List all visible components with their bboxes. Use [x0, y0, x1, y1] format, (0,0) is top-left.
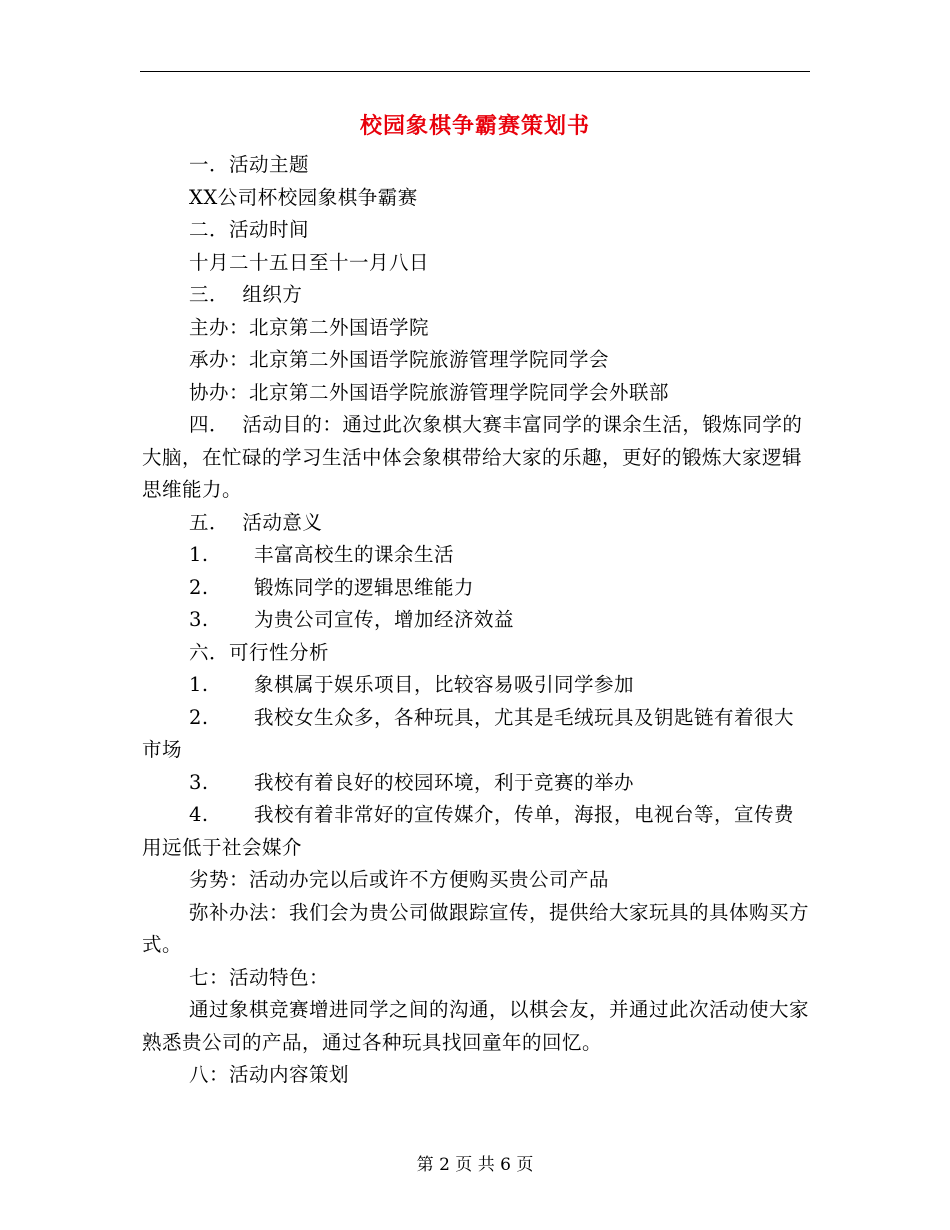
list-item [142, 799, 810, 864]
list-item-number: 3. [189, 770, 209, 794]
section-1-text: XX公司杯校园象棋争霸赛 [189, 185, 418, 209]
section-3-heading: 三． 组织方 [189, 283, 303, 306]
section-3-host: 主办：北京第二外国语学院 [189, 315, 430, 339]
section-2-text: 十月二十五日至十一月八日 [189, 250, 430, 274]
section-7-heading: 七：活动特色： [189, 965, 330, 989]
list-item-number: 1. [189, 543, 209, 566]
section-3-assist: 协办：北京第二外国语学院旅游管理学院同学会外联部 [189, 380, 670, 404]
list-item-text: 锻炼同学的逻辑思维能力 [254, 575, 475, 599]
list-item-number: 3. [189, 608, 209, 631]
section-8-heading: 八：活动内容策划 [189, 1063, 350, 1086]
section-1-heading: 一．活动主题 [189, 153, 310, 176]
list-item-number: 2. [189, 575, 209, 599]
list-item-text: 我校有着良好的校园环境，利于竞赛的举办 [254, 770, 635, 794]
page-number-footer: 第 2 页 共 6 页 [416, 1155, 534, 1175]
list-item-text: 我校女生众多，各种玩具，尤其是毛绒玩具及钥匙链有着很大市场 [142, 705, 795, 761]
header-rule [140, 71, 810, 72]
list-item [142, 767, 810, 800]
list-item [142, 572, 810, 605]
list-item-text: 我校有着非常好的宣传媒介，传单，海报，电视台等，宣传费用远低于社会媒介 [142, 803, 795, 859]
section-4-text: 四． 活动目的：通过此次象棋大赛丰富同学的课余生活，锻炼同学的大脑，在忙碌的学习生活中体会象棋带给大家的乐趣，更好的锻炼大家逻辑思维能力。 [142, 413, 803, 501]
list-item [142, 669, 810, 702]
section-7-text: 通过象棋竞赛增进同学之间的沟通，以棋会友，并通过此次活动使大家熟悉贵公司的产品，通过各种玩具找回童年的回忆。 [142, 998, 810, 1054]
list-item-number: 2. [189, 705, 209, 729]
list-item-number: 1. [189, 673, 209, 696]
list-item-text: 为贵公司宣传，增加经济效益 [254, 608, 515, 631]
section-6-heading: 六．可行性分析 [189, 640, 330, 664]
document-body [142, 149, 810, 1092]
list-item [142, 539, 810, 572]
section-6-remedy: 弥补办法：我们会为贵公司做跟踪宣传，提供给大家玩具的具体购买方式。 [142, 900, 810, 956]
section-5-heading: 五． 活动意义 [189, 510, 323, 534]
section-6-weakness: 劣势：活动办完以后或许不方便购买贵公司产品 [189, 868, 610, 891]
section-3-organizer: 承办：北京第二外国语学院旅游管理学院同学会 [189, 348, 610, 371]
list-item-text: 象棋属于娱乐项目，比较容易吸引同学参加 [254, 673, 635, 696]
section-2-heading: 二．活动时间 [189, 218, 310, 241]
list-item [142, 702, 810, 767]
list-item [142, 604, 810, 637]
list-item-text: 丰富高校生的课余生活 [254, 543, 455, 566]
list-item-number: 4. [189, 803, 209, 826]
document-title: 校园象棋争霸赛策划书 [359, 113, 590, 139]
